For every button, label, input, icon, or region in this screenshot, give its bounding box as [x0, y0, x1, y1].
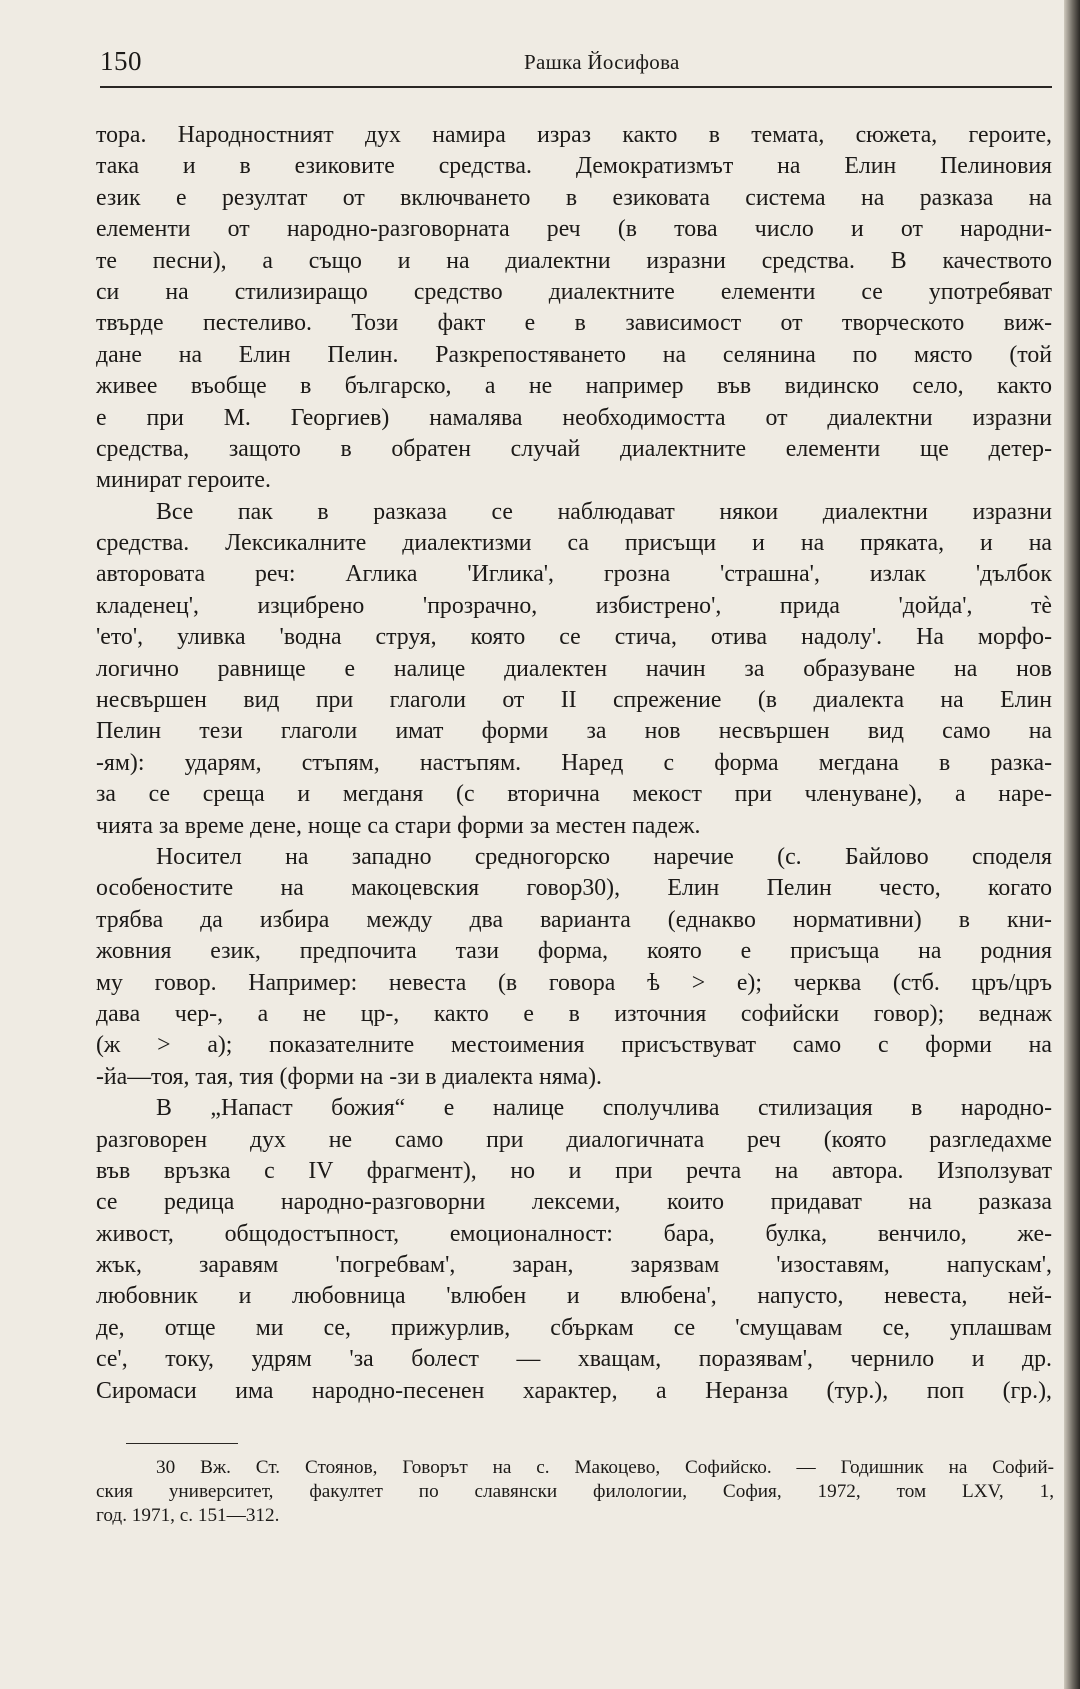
text-line: средства, защото в обратен случай диалектните елементи ще детер- [96, 435, 1052, 462]
text-line: логично равнище е налице диалектен начин за образуване на нов [96, 655, 1052, 682]
text-line: трябва да избира между два варианта (еднакво нормативни) в кни- [96, 906, 1052, 933]
header-rule [100, 86, 1052, 88]
footnote [96, 1456, 1054, 1528]
text-line: се', току, удрям 'за болест — хващам, поразявам', чернило и др. [96, 1346, 1052, 1373]
text-line: чията за време дене, нощe са стари форми за местен падеж. [96, 812, 701, 839]
text-line: така и в езиковите средства. Демократизмът на Елин Пелиновия [96, 153, 1052, 180]
text-line: живост, общодостъпност, емоционалност: бара, булка, венчило, же- [96, 1220, 1052, 1247]
text-line: -йа—тоя, тая, тия (форми на -зи в диалекта няма). [96, 1063, 602, 1090]
text-line: разговорен дух не само при диалогичната реч (която разгледахме [96, 1126, 1052, 1153]
text-line: Сиромаси има народно-песенен характер, а Неранза (тур.), поп (гр.), [96, 1377, 1052, 1404]
text-line: жовния език, предпочита тази форма, която е присъща на родния [96, 938, 1052, 965]
footnote-line: год. 1971, с. 151—312. [96, 1505, 280, 1526]
text-line: любовник и любовница 'влюбен и влюбена', напусто, невеста, ней- [96, 1283, 1052, 1310]
text-line: е при М. Георгиев) намалява необходимостта от диалектни изразни [96, 404, 1052, 431]
text-line: (ж > а); показателните местоимения присъствуват само с форми на [96, 1032, 1052, 1059]
book-spine-shadow [1064, 0, 1080, 1689]
footnote-line: 30 Вж. Ст. Стоянов, Говорът на с. Макоцево, Софийско. — Годишник на Софий- [156, 1457, 1054, 1478]
running-head: Рашка Йосифова [524, 50, 680, 74]
text-line: за се среща и мегданя (с вторична мекост при членуване), а наре- [96, 781, 1052, 808]
text-line: кладенец', изцибрено 'прозрачно, избистрено', прида 'дойда', тѐ [96, 592, 1052, 619]
text-line: те песни), а също и на диалектни изразни средства. В качеството [96, 247, 1052, 274]
text-line: -ям): ударям, стъпям, настъпям. Наред с форма мегдана в разка- [96, 749, 1052, 776]
text-line: Пелин тези глаголи имат форми за нов несвършен вид само на [96, 718, 1052, 745]
page-number: 150 [100, 46, 142, 76]
page-header [100, 44, 1048, 84]
text-line: В „Напаст божия“ е налице сполучлива стилизация в народно- [156, 1095, 1052, 1122]
text-line: особеностите на макоцевския говор30), Елин Пелин често, когато [96, 875, 1052, 902]
text-line: твърде пестеливо. Този факт е в зависимост от творческото виж- [96, 310, 1052, 337]
footnote-line: ския университет, факултет по славянски филологии, София, 1972, том LXV, 1, [96, 1481, 1054, 1502]
text-line: Все пак в разказа се наблюдават някои диалектни изразни [156, 498, 1052, 525]
text-line: си на стилизиращо средство диалектните елементи се употребяват [96, 278, 1052, 305]
footnote-rule [126, 1443, 238, 1444]
text-line: се редица народно-разговорни лексеми, които придават на разказа [96, 1189, 1052, 1216]
text-line: във връзка с IV фрагмент), но и при речта на автора. Използуват [96, 1157, 1052, 1184]
text-line: дане на Елин Пелин. Разкрепостяването на селянина по място (той [96, 341, 1052, 368]
text-line: авторовата реч: Аглика 'Иглика', грозна 'страшна', излак 'дълбок [96, 561, 1052, 588]
body-text [96, 120, 1052, 1407]
text-line: средства. Лексикалните диалектизми са присъщи и на пряката, и на [96, 530, 1052, 557]
text-line: език е резултат от включването в езиковата система на разказа на [96, 184, 1052, 211]
text-line: дава чер-, а не цр-, както е в източния софийски говор); веднаж [96, 1000, 1052, 1027]
text-line: минират героите. [96, 467, 271, 494]
text-line: Носител на западно средногорско наречие (с. Байлово споделя [156, 843, 1052, 870]
text-line: несвършен вид при глаголи от II спрежение (в диалекта на Елин [96, 687, 1052, 714]
text-line: де, отще ми се, прижурлив, сбъркам се 'смущавам се, уплашвам [96, 1314, 1052, 1341]
text-line: живее въобще в българско, а не например във видинско село, както [96, 373, 1052, 400]
text-line: жък, заравям 'погребвам', заран, зарязвам 'изоставям, напускам', [96, 1252, 1052, 1279]
text-line: тора. Народностният дух намира израз както в темата, сюжета, героите, [96, 122, 1052, 148]
text-line: елементи от народно-разговорната реч (в това число и от народни- [96, 216, 1052, 243]
text-line: му говор. Например: невеста (в говора ѣ > е); черква (стб. цръ/цръ [96, 969, 1052, 996]
text-line: 'ето', уливка 'водна струя, която се стича, отива надолу'. На морфо- [96, 624, 1052, 651]
